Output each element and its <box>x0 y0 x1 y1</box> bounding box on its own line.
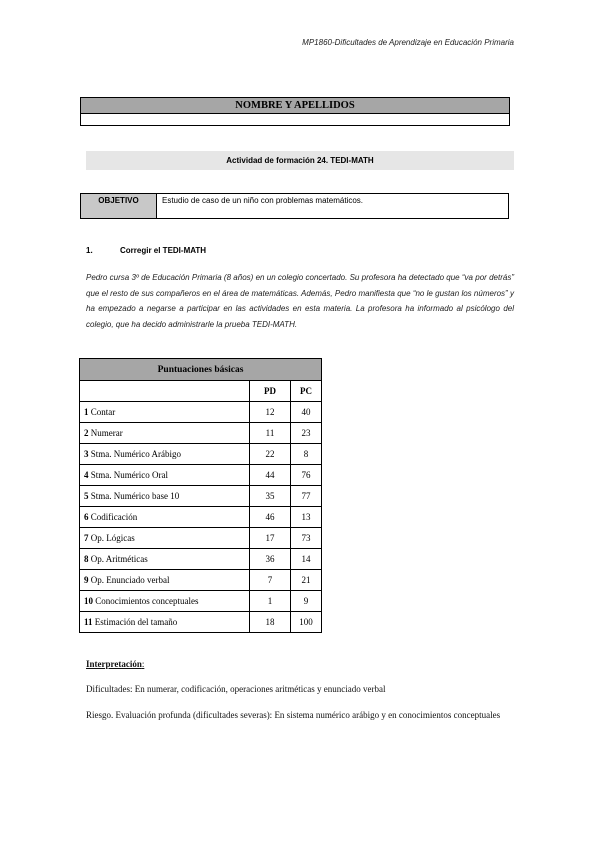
scores-table <box>79 358 322 633</box>
name-box-title: NOMBRE Y APELLIDOS <box>81 98 509 114</box>
row-number: 9 <box>84 575 89 585</box>
row-number: 5 <box>84 491 89 501</box>
header-empty-cell <box>80 381 250 402</box>
row-pd: 12 <box>250 402 291 423</box>
row-label <box>80 570 250 591</box>
row-number: 3 <box>84 449 89 459</box>
row-label-text: Estimación del tamaño <box>94 617 178 627</box>
objective-box <box>80 193 509 219</box>
interpretation-title: Interpretación <box>86 659 142 669</box>
header-note: MP1860-Dificultades de Aprendizaje en Educación Primaria <box>302 38 514 47</box>
table-row <box>80 465 322 486</box>
row-pc: 14 <box>291 549 322 570</box>
row-pc: 21 <box>291 570 322 591</box>
row-label <box>80 507 250 528</box>
header-pc: PC <box>291 381 322 402</box>
row-number: 1 <box>84 407 89 417</box>
row-label-text: Stma. Numérico Oral <box>90 470 168 480</box>
table-row <box>80 486 322 507</box>
section-title: Corregir el TEDI-MATH <box>120 246 207 255</box>
table-row <box>80 570 322 591</box>
section-heading <box>86 246 206 255</box>
row-pc: 13 <box>291 507 322 528</box>
row-label <box>80 444 250 465</box>
row-label <box>80 528 250 549</box>
row-pc: 23 <box>291 423 322 444</box>
table-row <box>80 591 322 612</box>
table-row <box>80 507 322 528</box>
name-field[interactable] <box>81 114 509 125</box>
row-pc: 76 <box>291 465 322 486</box>
table-row <box>80 402 322 423</box>
row-number: 6 <box>84 512 89 522</box>
activity-title: Actividad de formación 24. TEDI-MATH <box>86 151 514 170</box>
row-pd: 7 <box>250 570 291 591</box>
row-pd: 17 <box>250 528 291 549</box>
row-label-text: Stma. Numérico base 10 <box>90 491 180 501</box>
row-number: 4 <box>84 470 89 480</box>
row-pc: 77 <box>291 486 322 507</box>
row-pd: 35 <box>250 486 291 507</box>
row-label <box>80 549 250 570</box>
row-number: 10 <box>84 596 93 606</box>
row-pc: 100 <box>291 612 322 633</box>
row-label <box>80 591 250 612</box>
row-label <box>80 423 250 444</box>
row-pc: 40 <box>291 402 322 423</box>
row-label-text: Op. Lógicas <box>90 533 135 543</box>
row-pd: 18 <box>250 612 291 633</box>
row-pd: 22 <box>250 444 291 465</box>
row-pc: 8 <box>291 444 322 465</box>
row-label <box>80 612 250 633</box>
row-label-text: Op. Enunciado verbal <box>90 575 170 585</box>
row-pd: 46 <box>250 507 291 528</box>
row-pc: 9 <box>291 591 322 612</box>
section-number: 1. <box>86 246 93 255</box>
case-paragraph: Pedro cursa 3º de Educación Primaria (8 años) en un colegio concertado. Su profesora ha detectado que “va por detrás” que el resto de sus compañeros en el área de matemáticas. Además, Pedro manifiesta que “no le gustan los números” y ha empezado a negarse a participar en las actividades en esta materia. La profesora ha informado al psicólogo del colegio, que ha decido administrarle la prueba TEDI-MATH. <box>86 273 514 329</box>
row-label-text: Codificación <box>90 512 138 522</box>
row-label <box>80 465 250 486</box>
row-pc: 73 <box>291 528 322 549</box>
row-label <box>80 486 250 507</box>
objective-text: Estudio de caso de un niño con problemas matemáticos. <box>162 196 364 205</box>
row-pd: 36 <box>250 549 291 570</box>
row-pd: 1 <box>250 591 291 612</box>
table-row <box>80 612 322 633</box>
interpretation-difficulties: Dificultades: En numerar, codificación, operaciones aritméticas y enunciado verbal <box>86 684 386 694</box>
objective-label: OBJETIVO <box>81 194 157 218</box>
table-row <box>80 549 322 570</box>
row-label <box>80 402 250 423</box>
row-label-text: Numerar <box>90 428 123 438</box>
name-box <box>80 97 510 126</box>
row-label-text: Conocimientos conceptuales <box>95 596 199 606</box>
row-label-text: Contar <box>90 407 116 417</box>
row-number: 2 <box>84 428 89 438</box>
row-label-text: Op. Aritméticas <box>90 554 148 564</box>
row-number: 7 <box>84 533 89 543</box>
scores-table-caption: Puntuaciones básicas <box>80 359 322 381</box>
score-rows <box>80 402 322 633</box>
interpretation-heading <box>86 659 144 669</box>
row-label-text: Stma. Numérico Arábigo <box>90 449 181 459</box>
row-number: 11 <box>84 617 93 627</box>
interpretation-colon: : <box>141 659 145 669</box>
row-pd: 11 <box>250 423 291 444</box>
row-pd: 44 <box>250 465 291 486</box>
table-row <box>80 444 322 465</box>
interpretation-risk: Riesgo. Evaluación profunda (dificultades severas): En sistema numérico arábigo y en conocimientos conceptuales <box>86 710 501 720</box>
table-row <box>80 423 322 444</box>
row-number: 8 <box>84 554 89 564</box>
header-pd: PD <box>250 381 291 402</box>
table-row <box>80 528 322 549</box>
